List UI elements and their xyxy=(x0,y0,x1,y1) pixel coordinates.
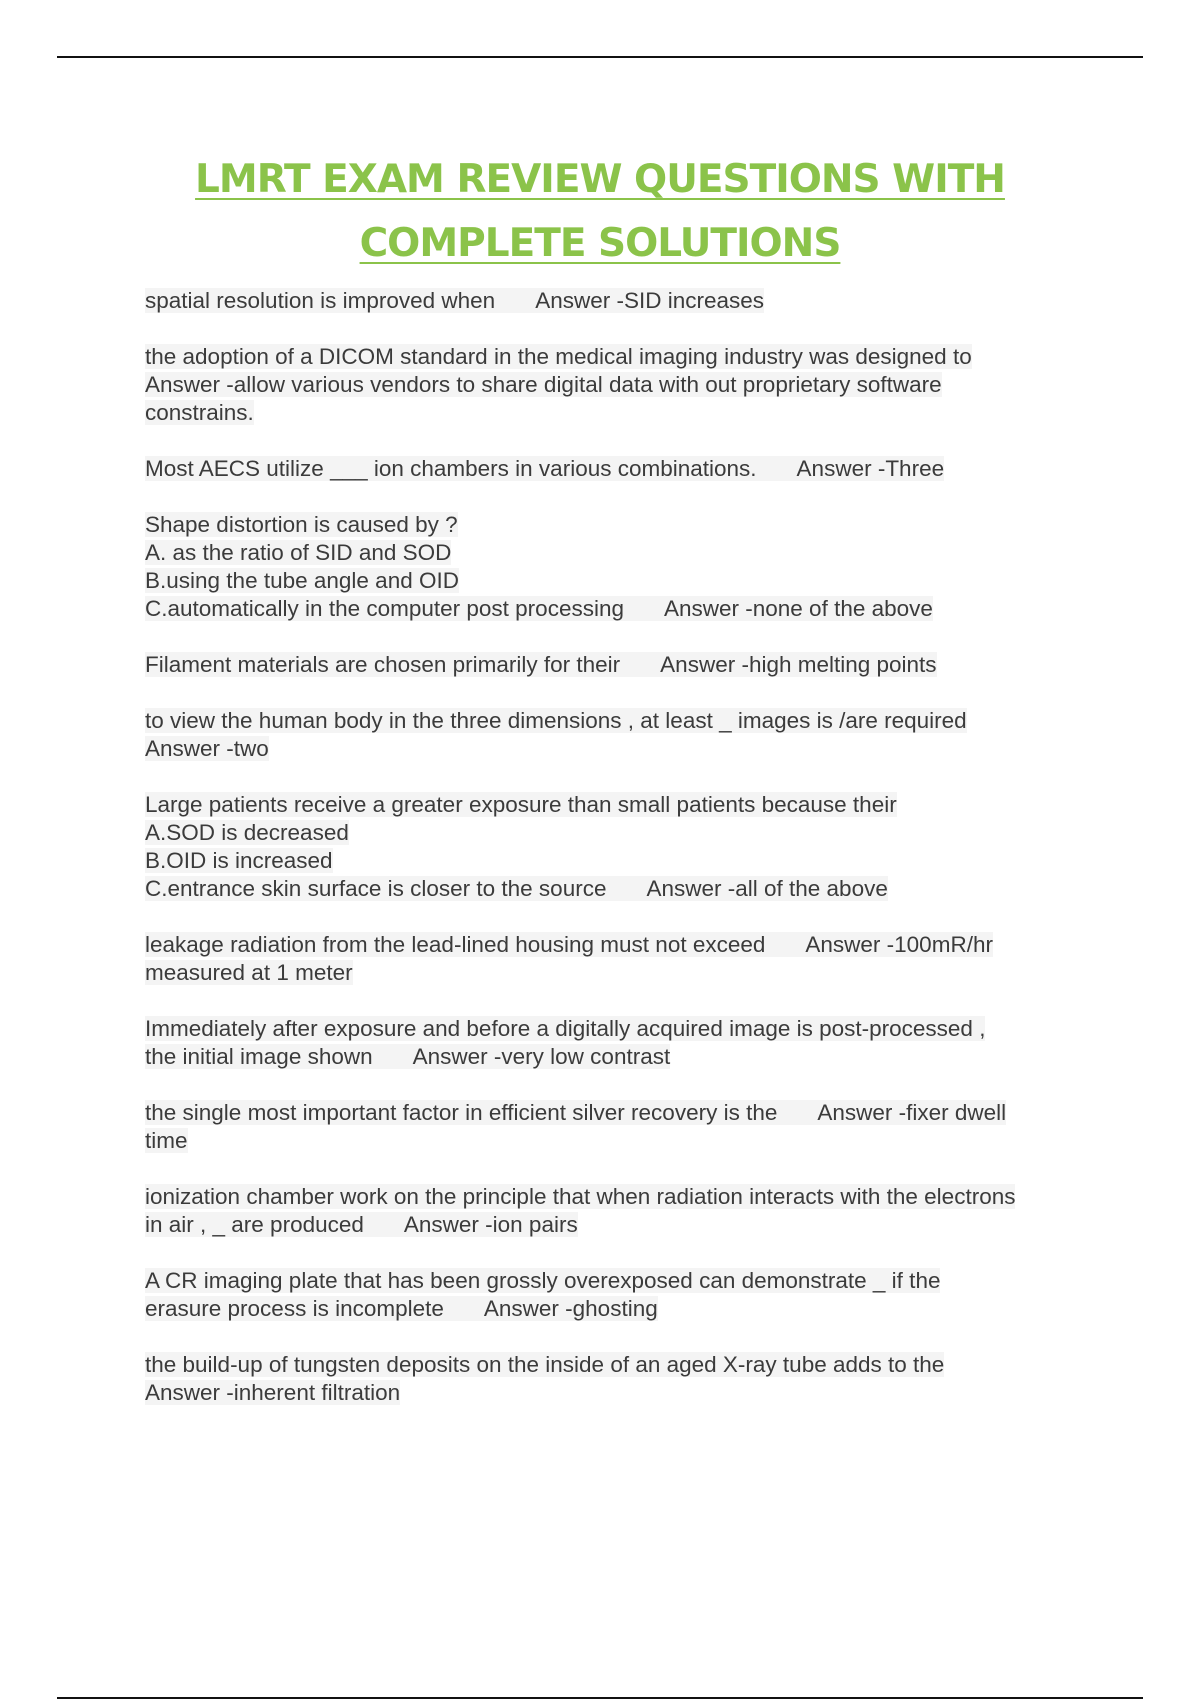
qa-item xyxy=(145,1267,1095,1323)
answer-text-cont: constrains. xyxy=(145,400,254,425)
option-c: C.automatically in the computer post processing xyxy=(145,596,624,621)
answer-text: Answer -none of the above xyxy=(663,596,933,621)
question-text-cont: the initial image shown xyxy=(145,1044,373,1069)
answer-text: Answer -SID increases xyxy=(535,288,765,313)
option-b: B.using the tube angle and OID xyxy=(145,568,459,593)
question-text: the adoption of a DICOM standard in the medical imaging industry was designed to xyxy=(145,344,972,369)
question-text: ionization chamber work on the principle that when radiation interacts with the electrons xyxy=(145,1184,1016,1209)
title-line-1: LMRT EXAM REVIEW QUESTIONS WITH xyxy=(195,157,1005,202)
qa-item xyxy=(145,651,1095,679)
question-text: Large patients receive a greater exposure than small patients because their xyxy=(145,792,897,817)
question-text: to view the human body in the three dimensions , at least _ images is /are required xyxy=(145,708,967,733)
question-text-cont: erasure process is incomplete xyxy=(145,1296,444,1321)
answer-text: Answer -all of the above xyxy=(646,876,888,901)
question-text: Filament materials are chosen primarily for their xyxy=(145,652,621,677)
question-text: the single most important factor in efficient silver recovery is the xyxy=(145,1100,778,1125)
qa-item xyxy=(145,1351,1095,1407)
qa-item xyxy=(145,1183,1095,1239)
qa-item xyxy=(145,511,1095,623)
option-c: C.entrance skin surface is closer to the source xyxy=(145,876,607,901)
answer-text: Answer -ghosting xyxy=(483,1296,658,1321)
question-text: Immediately after exposure and before a digitally acquired image is post-processed , xyxy=(145,1016,986,1041)
qa-item xyxy=(145,931,1095,987)
question-text: spatial resolution is improved when xyxy=(145,288,496,313)
qa-item xyxy=(145,1015,1095,1071)
answer-text: Answer -ion pairs xyxy=(403,1212,578,1237)
qa-item xyxy=(145,455,1095,483)
answer-text: Answer -100mR/hr xyxy=(805,932,993,957)
answer-text: Answer -fixer dwell xyxy=(817,1100,1007,1125)
answer-text: Answer -allow various vendors to share digital data with out proprietary software xyxy=(145,372,942,397)
question-text: Shape distortion is caused by ? xyxy=(145,512,458,537)
question-text: A CR imaging plate that has been grossly overexposed can demonstrate _ if the xyxy=(145,1268,941,1293)
question-text-cont: in air , _ are produced xyxy=(145,1212,364,1237)
question-text: Most AECS utilize ___ ion chambers in various combinations. xyxy=(145,456,757,481)
answer-text: Answer -Three xyxy=(796,456,945,481)
option-a: A. as the ratio of SID and SOD xyxy=(145,540,452,565)
qa-item xyxy=(145,707,1095,763)
option-a: A.SOD is decreased xyxy=(145,820,349,845)
top-rule xyxy=(57,56,1143,58)
qa-item xyxy=(145,1099,1095,1155)
question-text: leakage radiation from the lead-lined housing must not exceed xyxy=(145,932,766,957)
question-text: the build-up of tungsten deposits on the inside of an aged X-ray tube adds to the xyxy=(145,1352,945,1377)
answer-text: Answer -two xyxy=(145,736,269,761)
answer-text: Answer -high melting points xyxy=(660,652,937,677)
bottom-rule xyxy=(57,1697,1143,1699)
answer-text: Answer -very low contrast xyxy=(412,1044,671,1069)
qa-item xyxy=(145,343,1095,427)
answer-text: Answer -inherent filtration xyxy=(145,1380,401,1405)
answer-text-cont: measured at 1 meter xyxy=(145,960,353,985)
page-title xyxy=(0,148,1200,276)
answer-text-cont: time xyxy=(145,1128,188,1153)
title-line-2: COMPLETE SOLUTIONS xyxy=(359,221,841,266)
option-b: B.OID is increased xyxy=(145,848,333,873)
qa-item xyxy=(145,287,1095,315)
qa-list xyxy=(145,287,1095,1435)
qa-item xyxy=(145,791,1095,903)
